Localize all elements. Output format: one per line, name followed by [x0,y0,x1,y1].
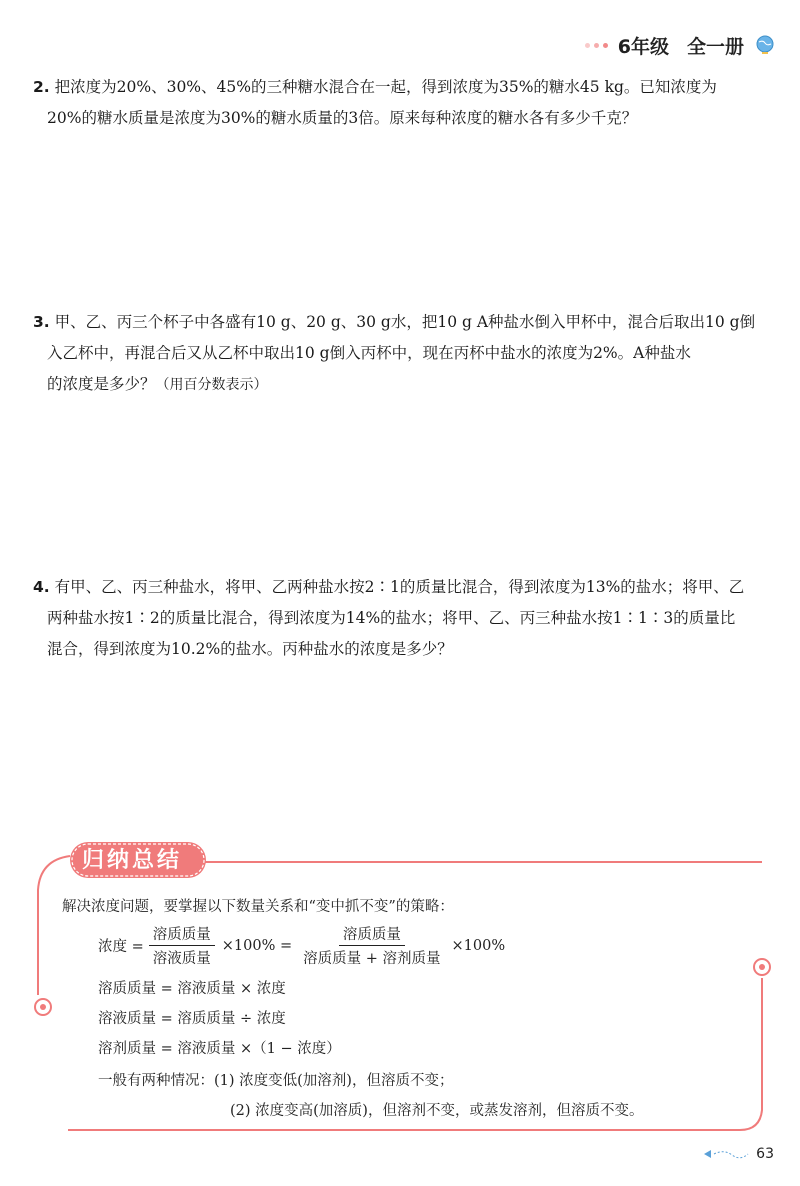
problem-4 [33,572,783,665]
arrow-decoration-icon [704,1147,750,1161]
problem-hint: （用百分数表示） [155,377,268,393]
formula-operator: ×100% [451,937,506,954]
summary-title: 归纳总结 [82,848,183,873]
page-number: 63 [756,1146,774,1162]
problem-number: 3. [33,313,50,331]
relation-line: 溶液质量 = 溶质质量 ÷ 浓度 [98,1011,286,1027]
formula-lhs: 浓度 = [98,939,144,955]
problem-text-line: 入乙杯中，再混合后又从乙杯中取出10 g倒入丙杯中，现在丙杯中盐水的浓度为2%。A种盐水 [47,344,691,362]
page-header [585,30,776,60]
fraction-numerator: 溶质质量 [339,923,405,946]
problem-2 [33,72,783,134]
problem-3 [33,307,783,401]
problem-text-line: 甲、乙、丙三个杯子中各盛有10 g、20 g、30 g水，把10 g A种盐水倒入甲杯中，混合后取出10 g倒 [54,313,756,331]
formula-operator: ×100% = [221,937,293,954]
fraction [299,923,444,968]
page-footer [704,1146,774,1162]
relation-line: 溶剂质量 = 溶液质量 ×（1 − 浓度） [98,1041,341,1057]
volume-label: 全一册 [686,35,744,58]
summary-intro: 解决浓度问题，要掌握以下数量关系和“变中抓不变”的策略： [62,899,454,915]
concentration-formula [98,923,507,968]
problem-text-line: 的浓度是多少？ [47,375,156,393]
relation-line: 溶质质量 = 溶液质量 × 浓度 [98,981,286,997]
globe-icon [754,34,776,56]
case-line: (2) 浓度变高(加溶质)，但溶剂不变，或蒸发溶剂，但溶质不变。 [230,1103,644,1119]
fraction-numerator: 溶质质量 [149,923,215,946]
fraction [149,923,215,968]
fraction-denominator: 溶质质量 + 溶剂质量 [303,951,441,967]
problem-text-line: 两种盐水按1∶2的质量比混合，得到浓度为14%的盐水；将甲、乙、丙三种盐水按1∶1∶3的质量比 [47,609,736,627]
problem-text-line: 20%的糖水质量是浓度为30%的糖水质量的3倍。原来每种浓度的糖水各有多少千克？ [47,109,638,127]
problem-number: 2. [33,78,50,96]
problem-number: 4. [33,578,50,596]
problem-text-line: 有甲、乙、丙三种盐水，将甲、乙两种盐水按2∶1的质量比混合，得到浓度为13%的盐水；将甲、乙 [54,578,745,596]
problem-text-line: 混合，得到浓度为10.2%的盐水。丙种盐水的浓度是多少？ [47,640,453,658]
problem-text-line: 把浓度为20%、30%、45%的三种糖水混合在一起，得到浓度为35%的糖水45 kg。已知浓度为 [54,78,717,96]
case-line: 一般有两种情况：(1) 浓度变低(加溶剂)，但溶质不变； [98,1073,454,1089]
grade-label: 6年级 [617,35,669,58]
decorative-dots [585,43,608,48]
fraction-denominator: 溶液质量 [152,951,211,967]
